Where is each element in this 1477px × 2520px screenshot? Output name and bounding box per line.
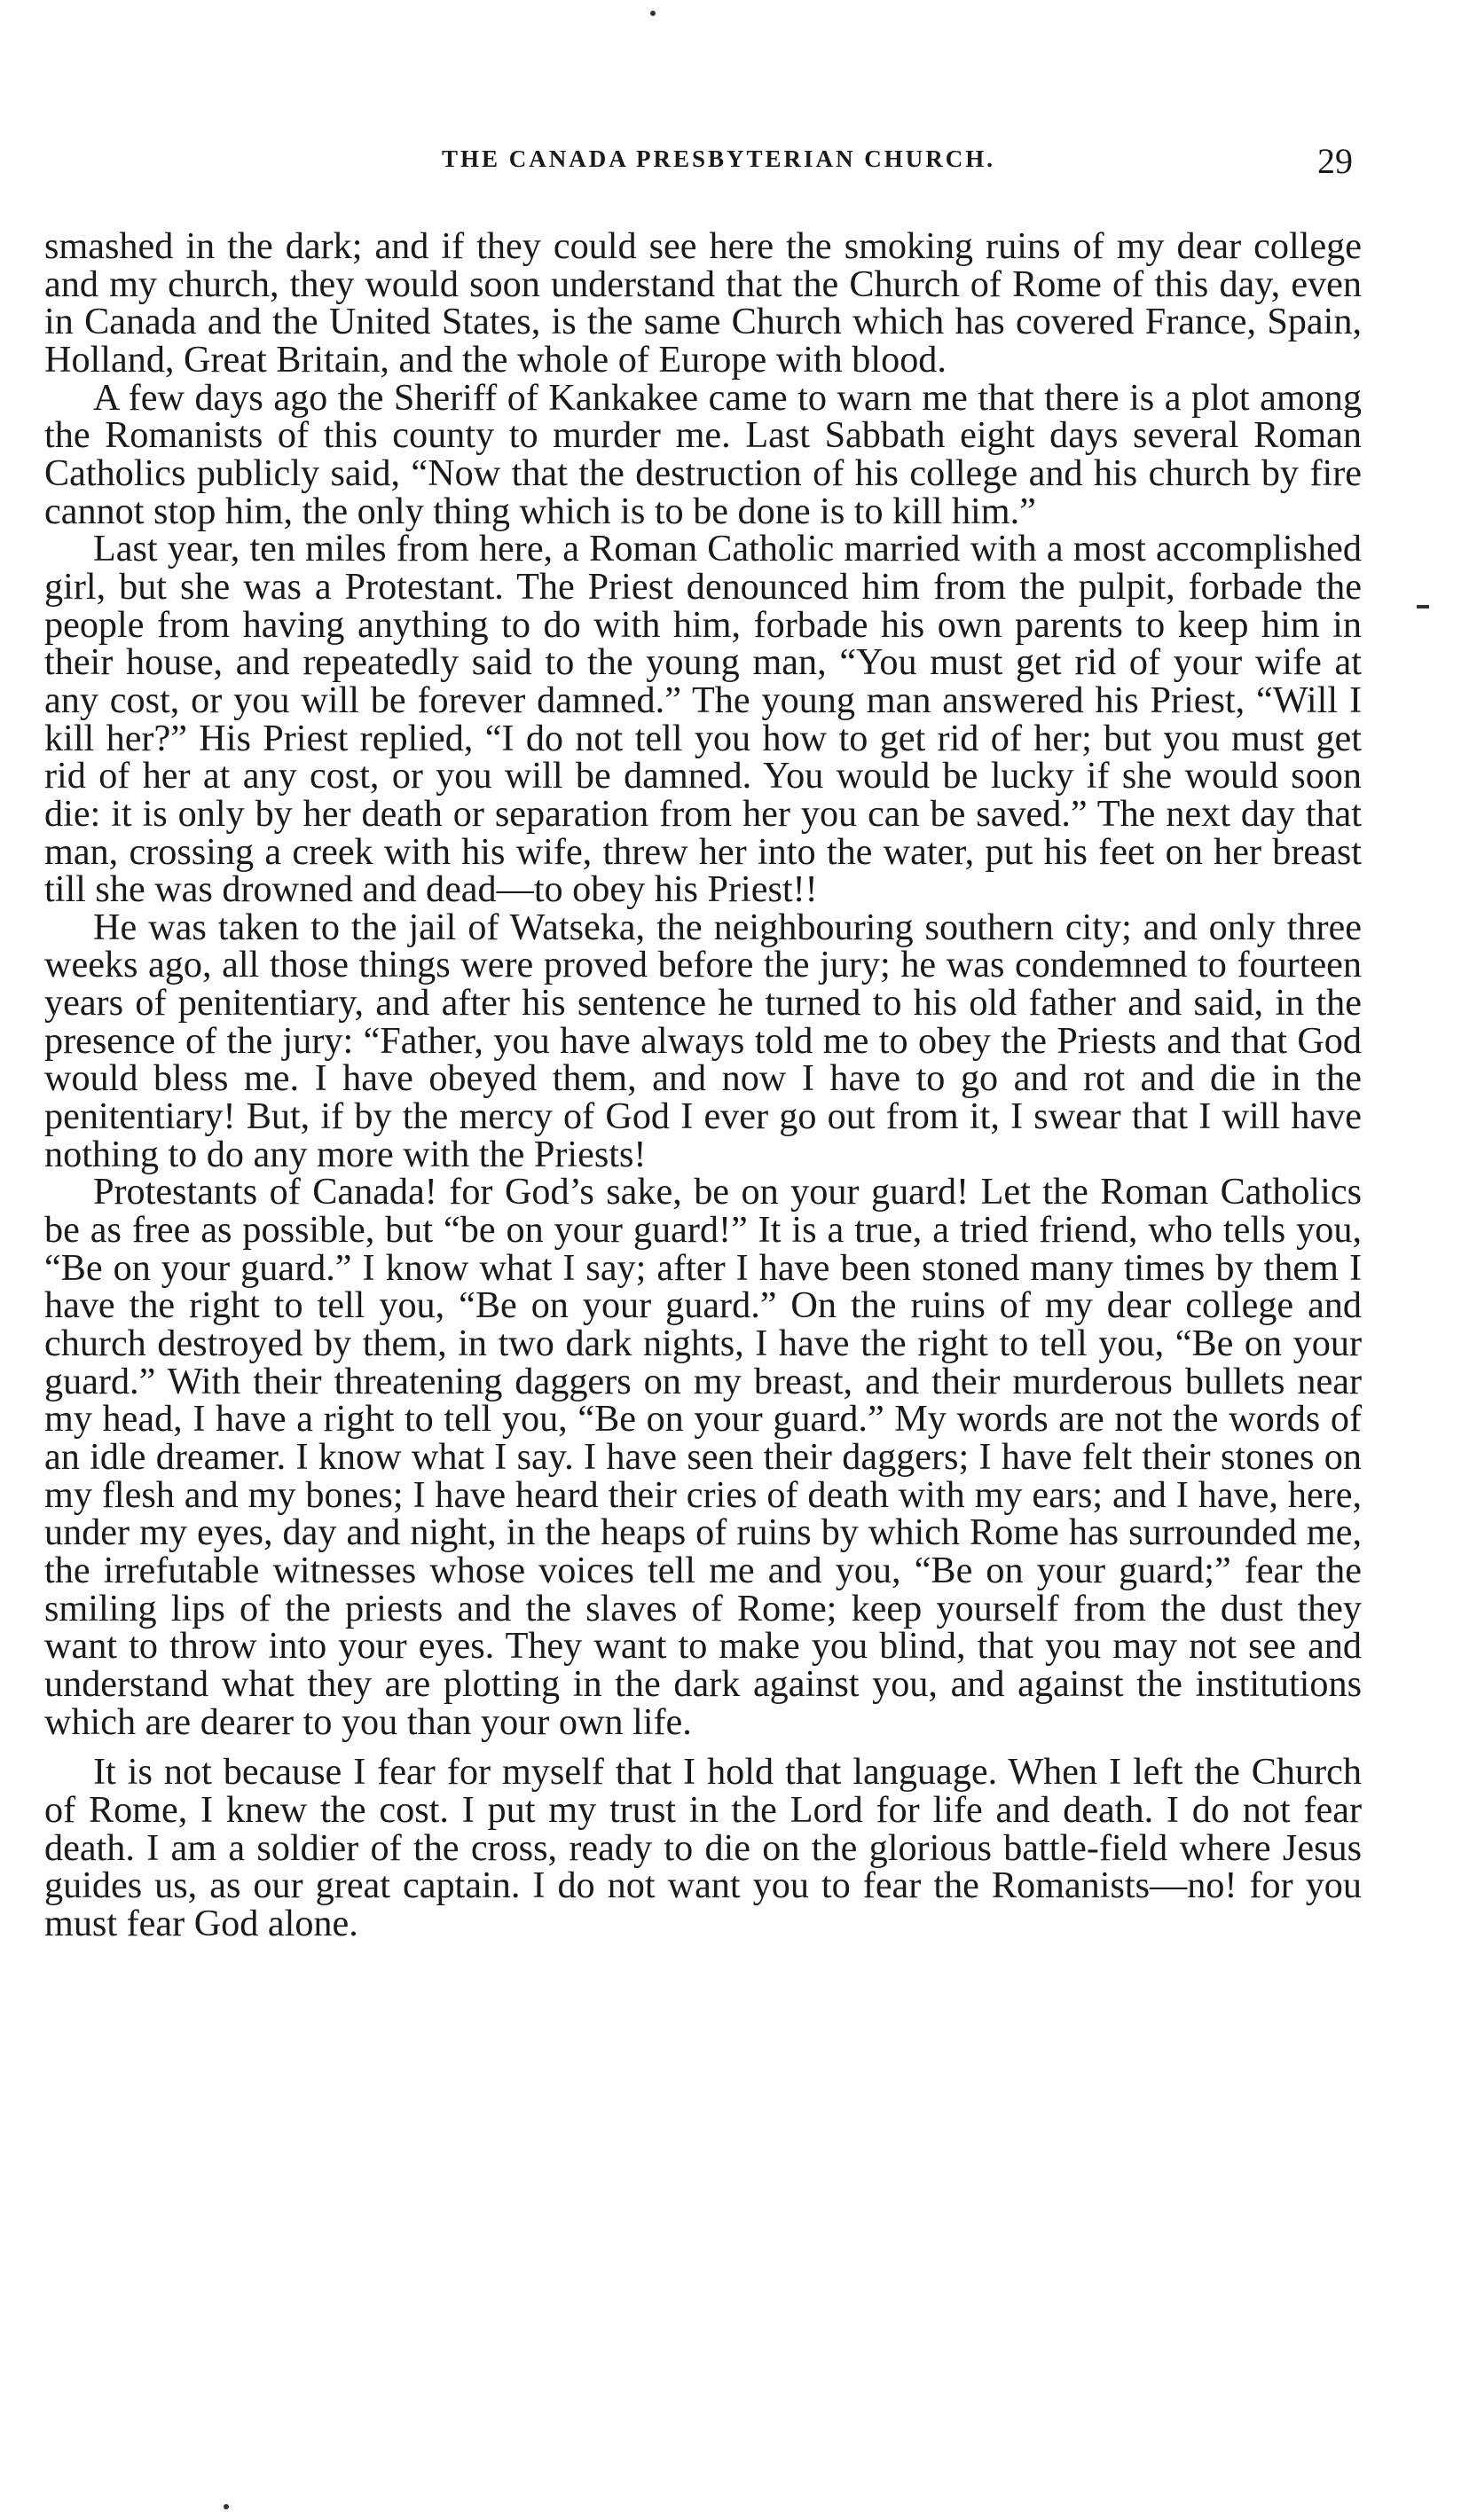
paragraph-fear-god: It is not because I fear for myself that I hold that language. When I left the Church of Rome, I knew the cost. I put my trust in the Lord for life and death. I do not fear death. I am a soldier of the cross, ready to die on the glorious battle-field where Jesus guides us, as our great captain. I do not want you to fear the Romanists—no! for you must fear God alone. <box>44 1751 1362 1944</box>
body-text <box>44 225 1362 1944</box>
paragraph-jail-watseka: He was taken to the jail of Watseka, the neighbouring southern city; and only three weeks ago, all those things were proved before the jury; he was condemned to fourteen years of penitentiary, and after his sentence he turned to his old father and said, in the presence of the jury: “Father, you have always told me to obey the Priests and that God would bless me. I have obeyed them, and now I have to go and rot and die in the penitentiary! But, if by the mercy of God I ever go out from it, I swear that I will have nothing to do any more with the Priests! <box>44 906 1362 1175</box>
paragraph-continuation: smashed in the dark; and if they could see here the smoking ruins of my dear college and my church, they would soon understand that the Church of Rome of this day, even in Canada and the United States, is the same Church which has covered France, Spain, Holland, Great Britain, and the whole of Europe with blood. <box>44 225 1362 381</box>
paragraph-sheriff-warning: A few days ago the Sheriff of Kankakee came to warn me that there is a plot among the Romanists of this county to murder me. Last Sabbath eight days several Roman Catholics publicly said, “Now that the destruction of his college and his church by fire cannot stop him, the only thing which is to be done is to kill him.” <box>44 376 1362 532</box>
running-title: THE CANADA PRESBYTERIAN CHURCH. <box>441 145 996 172</box>
paragraph-last-year: Last year, ten miles from here, a Roman Catholic married with a most accomplished girl, but she was a Protestant. The Priest denounced him from the pulpit, forbade the people from having anything to do with him, forbade his own parents to keep him in their house, and repeatedly said to the young man, “You must get rid of your wife at any cost, or you will be forever damned.” The young man answered his Priest, “Will I kill her?” His Priest replied, “I do not tell you how to get rid of her; but you must get rid of her at any cost, or you will be damned. You would be lucky if she would soon die: it is only by her death or separation from her you can be saved.” The next day that man, crossing a creek with his wife, threw her into the water, put his feet on her breast till she was drowned and dead—to obey his Priest!! <box>44 528 1362 911</box>
paragraph-be-on-guard: Protestants of Canada! for God’s sake, be on your guard! Let the Roman Catholics be as free as possible, but “be on your guard!” It is a true, a tried friend, who tells you, “Be on your guard.” I know what I say; after I have been stoned many times by them I have the right to tell you, “Be on your guard.” On the ruins of my dear college and church destroyed by them, in two dark nights, I have the right to tell you, “Be on your guard.” With their threatening daggers on my breast, and their murderous bullets near my head, I have a right to tell you, “Be on your guard.” My words are not the words of an idle dreamer. I know what I say. I have seen their daggers; I have felt their stones on my flesh and my bones; I have heard their cries of death with my ears; and I have, here, under my eyes, day and night, in the heaps of ruins by which Rome has surrounded me, the irrefutable witnesses whose voices tell me and you, “Be on your guard;” fear the smiling lips of the priests and the slaves of Rome; keep yourself from the dust they want to throw into your eyes. They want to make you blind, that you may not see and understand what they are plotting in the dark against you, and against the institutions which are dearer to you than your own life. <box>44 1171 1362 1743</box>
printing-speck <box>650 11 656 16</box>
running-head <box>84 140 1353 184</box>
page-number: 29 <box>1317 141 1353 181</box>
printing-speck <box>224 2504 229 2509</box>
margin-mark <box>1417 605 1429 608</box>
